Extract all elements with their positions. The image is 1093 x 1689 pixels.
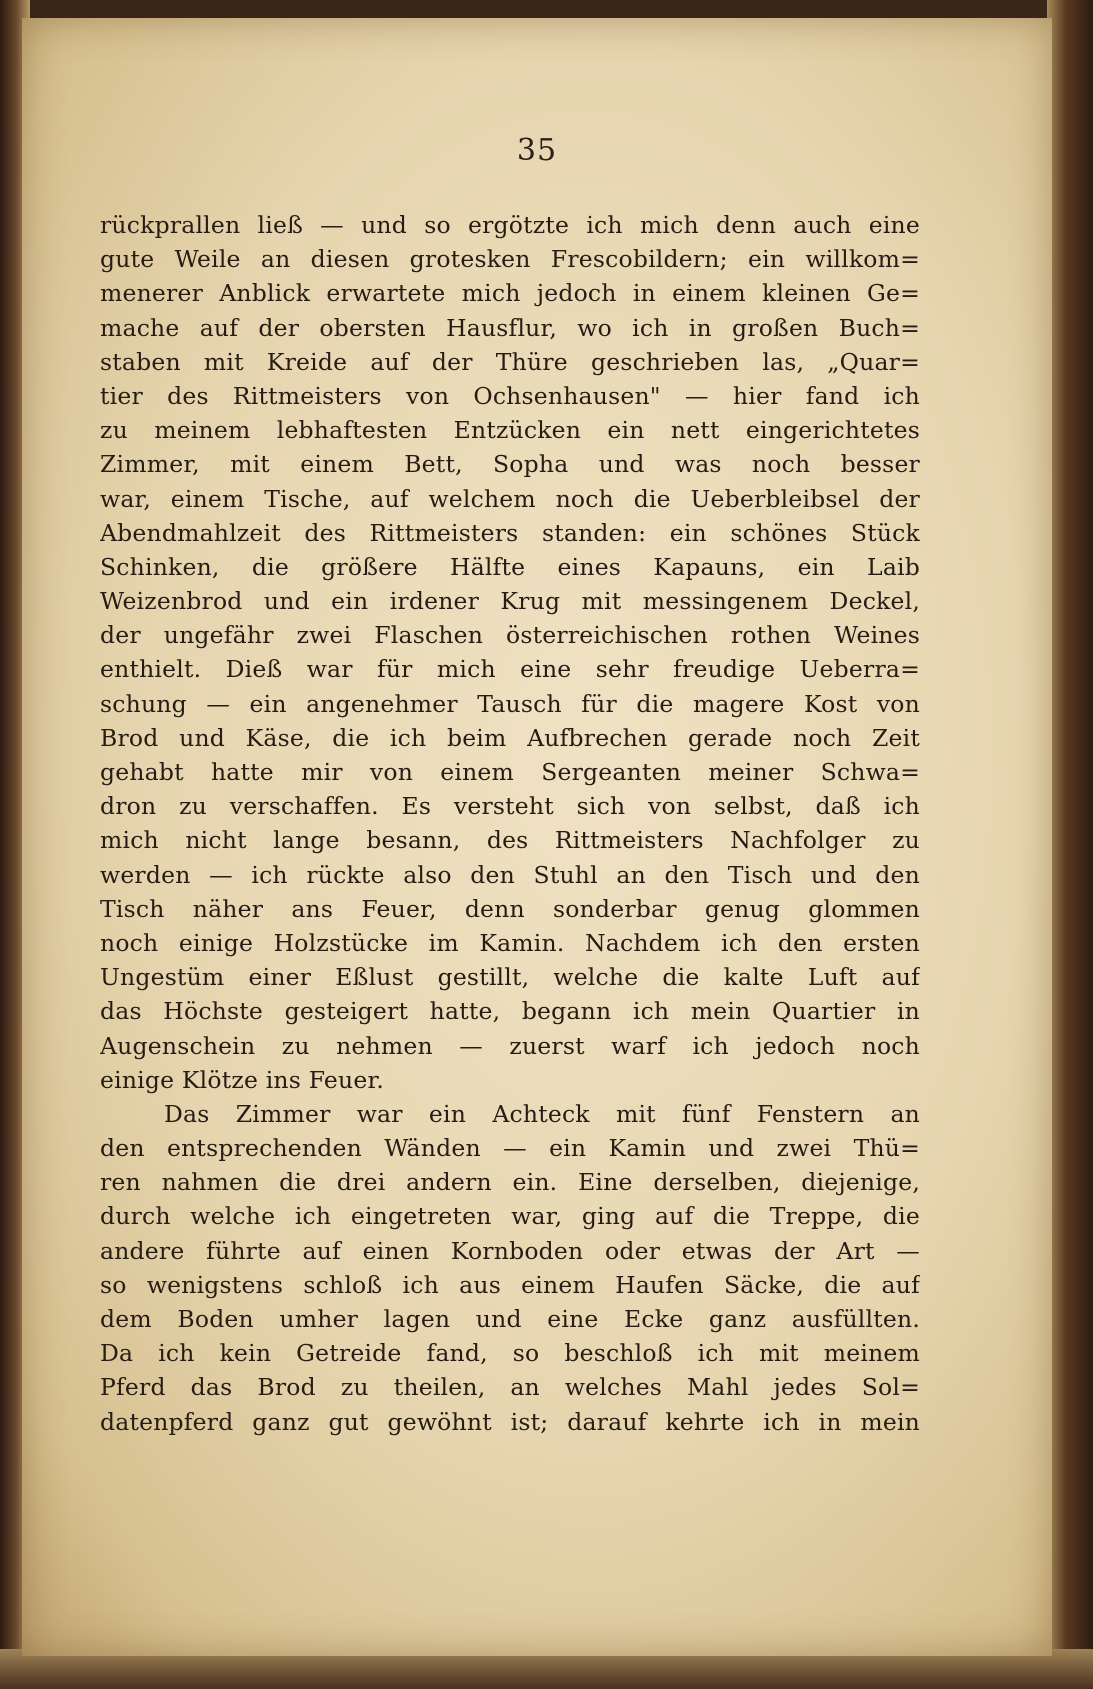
text-line: Da ich kein Getreide fand, so beschloß ich mit meinem [100,1339,920,1368]
text-line: Schinken, die größere Hälfte eines Kapauns, ein Laib [100,552,920,581]
text-line: war, einem Tische, auf welchem noch die Ueberbleibsel der [100,484,920,513]
text-line: Pferd das Brod zu theilen, an welches Mahl jedes Sol= [100,1373,920,1402]
text-line: Augenschein zu nehmen — zuerst warf ich jedoch noch [100,1031,920,1060]
text-line: staben mit Kreide auf der Thüre geschrieben las, „Quar= [100,347,920,376]
text-line: datenpferd ganz gut gewöhnt ist; darauf kehrte ich in mein [100,1407,920,1436]
page-number: 35 [516,133,558,168]
text-line: einige Klötze ins Feuer. [100,1065,384,1094]
text-line: ren nahmen die drei andern ein. Eine derselben, diejenige, [100,1168,920,1197]
text-line: Brod und Käse, die ich beim Aufbrechen gerade noch Zeit [100,723,920,752]
text-line: Tisch näher ans Feuer, denn sonderbar genug glommen [100,894,920,923]
book-page [22,18,1052,1656]
text-block [100,208,920,1439]
text-line: Das Zimmer war ein Achteck mit fünf Fenstern an [164,1099,920,1128]
text-line: durch welche ich eingetreten war, ging auf die Treppe, die [100,1202,920,1231]
text-line: Weizenbrod und ein irdener Krug mit messingenem Deckel, [100,587,920,616]
text-line: so wenigstens schloß ich aus einem Haufen Säcke, die auf [100,1270,920,1299]
text-line: dron zu verschaffen. Es versteht sich von selbst, daß ich [100,792,920,821]
text-line: den entsprechenden Wänden — ein Kamin und zwei Thü= [100,1134,920,1163]
text-line: dem Boden umher lagen und eine Ecke ganz ausfüllten. [100,1305,920,1333]
text-line: das Höchste gesteigert hatte, begann ich mein Quartier in [100,997,920,1026]
text-line: mache auf der obersten Hausflur, wo ich in großen Buch= [100,313,920,342]
text-line: gehabt hatte mir von einem Sergeanten meiner Schwa= [100,758,920,786]
text-line: Zimmer, mit einem Bett, Sopha und was noch besser [100,450,920,479]
text-line: enthielt. Dieß war für mich eine sehr freudige Ueberra= [100,655,920,684]
text-line: andere führte auf einen Kornboden oder etwas der Art — [100,1236,920,1265]
text-line: mich nicht lange besann, des Rittmeisters Nachfolger zu [100,826,920,855]
text-line: Ungestüm einer Eßlust gestillt, welche die kalte Luft auf [100,963,920,992]
text-line: der ungefähr zwei Flaschen österreichischen rothen Weines [100,621,920,650]
text-line: Abendmahlzeit des Rittmeisters standen: ein schönes Stück [100,518,920,547]
text-line: gute Weile an diesen grotesken Frescobildern; ein willkom= [100,245,920,274]
text-line: schung — ein angenehmer Tausch für die magere Kost von [100,689,920,718]
text-line: tier des Rittmeisters von Ochsenhausen" — hier fand ich [100,381,920,410]
text-line: noch einige Holzstücke im Kamin. Nachdem ich den ersten [100,928,920,957]
book-edge-right [1047,0,1093,1689]
text-line: rückprallen ließ — und so ergötzte ich mich denn auch eine [100,211,920,239]
text-line: werden — ich rückte also den Stuhl an den Tisch und den [100,860,920,889]
text-line: menerer Anblick erwartete mich jedoch in einem kleinen Ge= [100,279,920,308]
text-line: zu meinem lebhaftesten Entzücken ein nett eingerichtetes [100,416,920,445]
